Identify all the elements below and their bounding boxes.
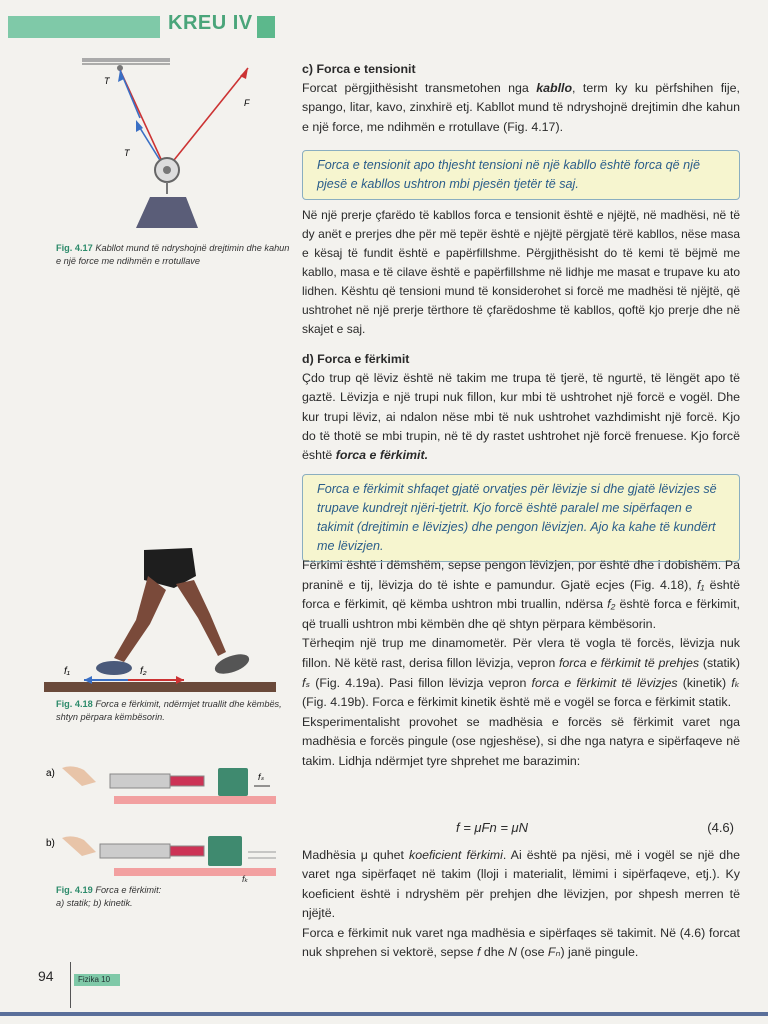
section-d-p2: Fërkimi është i dëmshëm, sepse pengon lëvizjen, por është dhe i dobishëm. Pa praninë e tij, lëvizja do të ishte e pamundur. Gjatë ecjes (Fig. 4.18), f₁ është forca e fërkimit, që këmba ushtron mbi truallin, ndërsa f₂ është forca e fërkimit, që trualli ushtron mbi këmbën dhe që shtyn përpara këmbësorin. — [302, 558, 740, 631]
figure-4-18-walker — [44, 546, 276, 696]
section-d-p4: Eksperimentalisht provohet se madhësia e forcës së fërkimit varet nga madhësia e forcës pingule (ose ngjeshëse), si dhe nga natyra e sipërfaqeve në takim. Lidhja ndërmjet tyre shprehet me barazimin: — [302, 714, 740, 768]
friction-definition-box: Forca e fërkimit shfaqet gjatë orvatjes për lëvizje si dhe gjatë lëvizjes së trupave kundrejt njëri-tjetrit. Kjo forcë është paralel me sipërfaqen e takimit (drejtimin e lëvizjes) dhe pengon lëvizjen. Ajo ka kahe të kundërt me lëvizjen. — [302, 474, 740, 562]
section-d-p3: Tërheqim një trup me dinamometër. Për vlera të vogla të forcës, lëvizja nuk fillon. Në këtë rast, derisa fillon lëvizja, vepron forca e fërkimit të prehjes (statik) fₛ (Fig. 4.19a). Pasi fillon lëvizja vepron forca e fërkimit të lëvizjes (kinetik) fₖ (Fig. 4.19b). Forca e fërkimit kinetik është më e vogël se forca e fërkimit statik. — [302, 636, 740, 710]
header-square — [257, 16, 275, 38]
section-c-p2: Në një prerje çfarëdo të kabllos forca e tensionit është e njëjtë, në madhësi, në të dy anët e prerjes dhe për më tepër është e njëjtë përgjatë tërë kabllos, nëse masa e kësaj të fundit është e papërfillshme. Përgjithësisht do të kemi të bëjmë me kabllo, masa e të cilave është e papërfillshme në lidhje me masat e trupave ku ato lidhen. Kështu që tensioni mund të konsiderohet si forcë me madhësi të njëjtë, që ushtrohet në një prerje tërthore të çfarëdoshme të kabllos, qoftë kjo prerje dhe në skajet e saj. — [302, 208, 740, 336]
book-tag: Fizika 10 — [74, 974, 120, 986]
section-d-body — [302, 556, 740, 772]
fs-label: fₛ — [258, 772, 264, 782]
fig-4-17-label: Fig. 4.17 — [56, 243, 93, 253]
fig-4-18-caption — [56, 698, 296, 723]
fig-4-17-text: Kabllot mund të ndryshojnë drejtimin dhe kahun e një force me ndihmën e rrotullave — [56, 243, 290, 266]
fig-4-17-caption — [56, 242, 296, 267]
tension-label-mid: T — [124, 148, 130, 158]
fig-4-19-label: Fig. 4.19 — [56, 885, 93, 895]
section-c-title: c) Forca e tensionit — [302, 62, 416, 76]
section-d-end — [302, 846, 740, 962]
f1-label: f₁ — [64, 666, 70, 677]
section-d — [302, 350, 740, 465]
fig-4-19-sub: a) statik; b) kinetik. — [56, 897, 133, 908]
bottom-rule — [0, 1012, 768, 1016]
tension-label-top: T — [104, 76, 110, 86]
fk-label: fₖ — [242, 874, 249, 884]
page-number: 94 — [38, 968, 54, 984]
formula-eq: f = μFn = μN — [456, 820, 529, 835]
section-c — [302, 60, 740, 137]
chapter-title: KREU IV — [168, 12, 253, 34]
section-d-p1: Çdo trup që lëviz është në takim me trupa të tjerë, të ngurtë, të lëngët apo të gaztë. Lëvizja e një trupi nuk fillon, kur mbi të ushtrohet një forcë e vogël. Dhe kur trupi lëviz, ai ndalon nëse mbi të nuk ushtrohet vazhdimisht një forcë. Kjo do të thotë se mbi trupin, në të dy rastet ushtrohet një forcë frenuese. Kjo forcë është forca e fërkimit. — [302, 371, 740, 463]
f2-label: f₂ — [140, 666, 147, 677]
fig-4-19-text: Forca e fërkimit: — [95, 885, 162, 895]
tension-definition-box: Forca e tensionit apo thjesht tensioni në një kabllo është forca që një pjesë e kabllos ushtron mbi pjesën tjetër të saj. — [302, 150, 740, 200]
section-d-title: d) Forca e fërkimit — [302, 352, 410, 366]
label-a: a) — [46, 768, 55, 779]
fig-4-18-label: Fig. 4.18 — [56, 699, 93, 709]
figure-4-19-dynamometer — [44, 756, 280, 890]
formula-number: (4.6) — [707, 820, 734, 835]
label-b: b) — [46, 838, 55, 849]
figure-4-17-pulley — [70, 52, 280, 238]
section-d-p6: Forca e fërkimit nuk varet nga madhësia e sipërfaqes së takimit. Në (4.6) forcat nuk shprehen si vektorë, sepse f dhe N (ose Fₙ) janë pingule. — [302, 925, 740, 960]
fig-4-18-text: Forca e fërkimit, ndërmjet truallit dhe këmbës, shtyn përpara këmbësorin. — [56, 699, 282, 722]
force-label: F — [244, 98, 250, 108]
section-d-p5: Madhësia μ quhet koeficient fërkimi. Ai është pa njësi, më i vogël se një dhe varet nga sipërfaqet në takim (lloji i materialit, lëmimi i sipërfaqeve, etj.). Ky koeficient është i ndryshëm për prehjen dhe lëvizjen, por shpesh merren të njëjtë. — [302, 848, 740, 921]
section-c-p1: Forcat përgjithësisht transmetohen nga kabllo, term ky ku përfshihen fije, spango, litar, kavo, zinxhirë etj. Kabllot mund të ndryshojnë drejtimin dhe kahun e një force, me ndihmën e rrotullave (Fig. 4.17). — [302, 81, 740, 134]
footer-divider — [70, 962, 71, 1008]
header-bar — [8, 16, 160, 38]
fig-4-19-caption — [56, 884, 226, 909]
